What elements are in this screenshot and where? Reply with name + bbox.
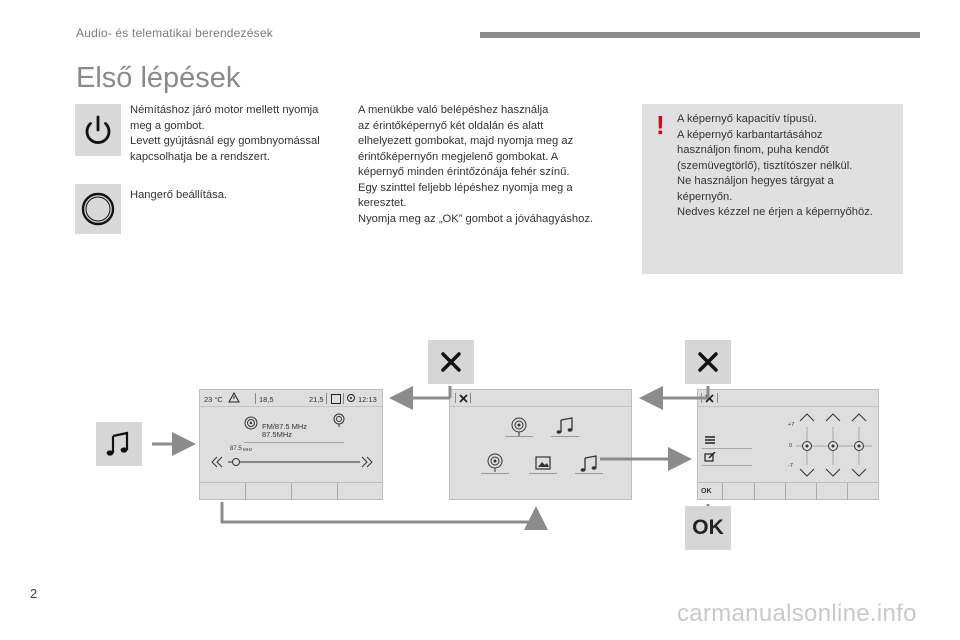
clock: 12:13 xyxy=(358,395,377,404)
warning-line: Ne használjon hegyes tárgyat a xyxy=(677,175,834,187)
instruction-line: Nyomja meg az „OK” gombot a jóváhagyáshoz. xyxy=(358,212,594,225)
instruction-line: képernyő minden érintőzónája fehér színű. xyxy=(358,166,570,178)
section-header: Audio- és telematikai berendezések xyxy=(76,26,273,40)
page-number: 2 xyxy=(30,586,38,601)
arrow-close-right-to-menu xyxy=(645,386,708,398)
instruction-line: A menükbe való belépéshez használja xyxy=(358,104,549,116)
power-line: kapcsolhatja be a rendszert. xyxy=(130,150,270,163)
power-line: meg a gombot. xyxy=(130,119,205,132)
right-temp-value: 21,5 xyxy=(309,395,324,404)
warning-line: használjon finom, puha kendőt xyxy=(677,144,829,156)
instruction-line: keresztet. xyxy=(358,197,407,209)
watermark: carmanualsonline.info xyxy=(677,600,917,627)
plus-label: +7 xyxy=(788,422,795,428)
freq-value: 87.5 xyxy=(230,446,242,452)
power-line: Némításhoz járó motor mellett nyomja xyxy=(130,104,319,116)
power-line: Levett gyújtásnál egy gombnyomással xyxy=(130,135,320,147)
arrow-screen-to-menu xyxy=(222,502,536,522)
minus-label: -7 xyxy=(788,463,793,469)
station-frequency: 87.5MHz xyxy=(262,430,293,439)
zero-label: 0 xyxy=(789,443,793,449)
ok-button-label: OK xyxy=(692,516,724,539)
ok-small-button[interactable]: OK xyxy=(701,488,712,495)
page-title: Első lépések xyxy=(76,62,241,94)
warning-mark: ! xyxy=(656,110,665,140)
station-name: FM/87.5 MHz xyxy=(262,422,308,431)
instruction-line: elhelyezett gombokat, majd nyomja meg az xyxy=(358,135,574,147)
instruction-line: az érintőképernyő két oldalán és alatt xyxy=(358,119,544,132)
temperature: 23 °C xyxy=(204,395,223,404)
arrow-close-to-screen xyxy=(395,386,450,398)
volume-description: Hangerő beállítása. xyxy=(130,189,228,201)
warning-line: Nedves kézzel ne érjen a képernyőhöz. xyxy=(677,206,873,218)
instruction-line: érintőképernyőn megjelenő gombokat. A xyxy=(358,150,559,163)
warning-line: (szemüvegtörlő), tisztítószer nélkül. xyxy=(677,159,853,172)
warning-line: A képernyő karbantartásához xyxy=(677,128,823,141)
freq-unit: MHz xyxy=(243,447,253,452)
warning-line: képernyőn. xyxy=(677,190,733,203)
instruction-line: Egy szinttel feljebb lépéshez nyomja meg a xyxy=(358,181,573,194)
left-temp-value: 18,5 xyxy=(259,395,274,404)
warning-line: A képernyő kapacitív típusú. xyxy=(677,113,817,125)
